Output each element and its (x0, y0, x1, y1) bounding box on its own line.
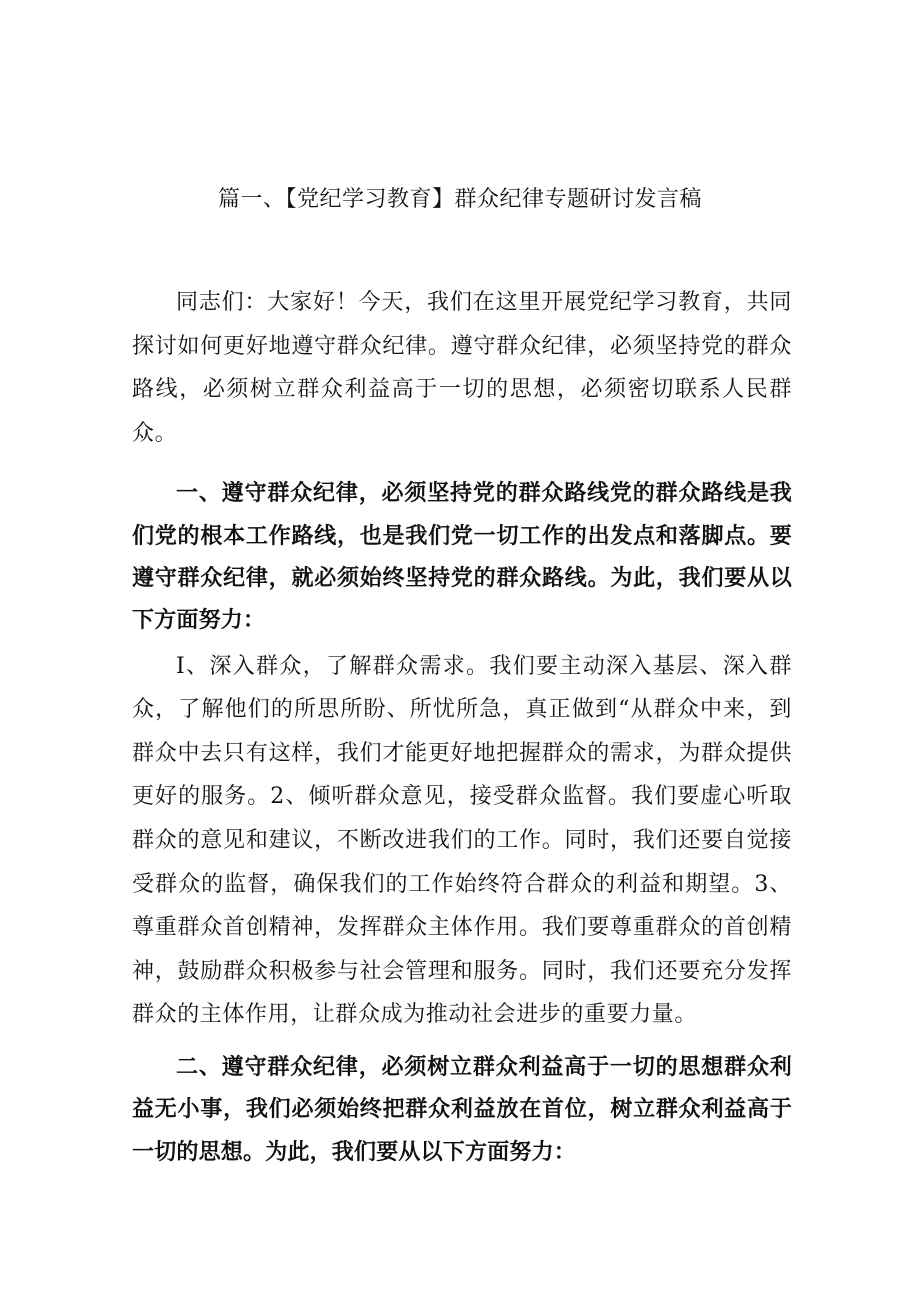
paragraph-section-two-heading: 二、遵守群众纪律，必须树立群众利益高于一切的思想群众利益无小事，我们必须始终把群众利益放在首位，树立群众利益高于一切的思想。为此，我们要从以下方面努力： (132, 1054, 792, 1165)
paragraph-greeting: 同志们：大家好！今天，我们在这里开展党纪学习教育，共同探讨如何更好地遵守群众纪律。遵守群众纪律，必须坚持党的群众路线，必须树立群众利益高于一切的思想，必须密切联系人民群众。 (132, 290, 792, 446)
paragraph-section-one-points: I、深入群众，了解群众需求。我们要主动深入基层、深入群众，了解他们的所思所盼、所忧所急，真正做到“从群众中来，到群众中去只有这样，我们才能更好地把握群众的需求，为群众提供更好的服务。2、倾听群众意见，接受群众监督。我们要虚心听取群众的意见和建议，不断改进我们的工作。同时，我们还要自觉接受群众的监督，确保我们的工作始终符合群众的利益和期望。3、尊重群众首创精神，发挥群众主体作用。我们要尊重群众的首创精神，鼓励群众积极参与社会管理和服务。同时，我们还要充分发挥群众的主体作用，让群众成为推动社会进步的重要力量。 (132, 653, 792, 1028)
document-body (132, 281, 792, 1174)
paragraph-section-one-heading: 一、遵守群众纪律，必须坚持党的群众路线党的群众路线是我们党的根本工作路线，也是我们党一切工作的出发点和落脚点。要遵守群众纪律，就必须始终坚持党的群众路线。为此，我们要从以下方面努力： (132, 481, 792, 634)
document-title: 篇一、【党纪学习教育】群众纪律专题研讨发言稿 (217, 187, 702, 212)
